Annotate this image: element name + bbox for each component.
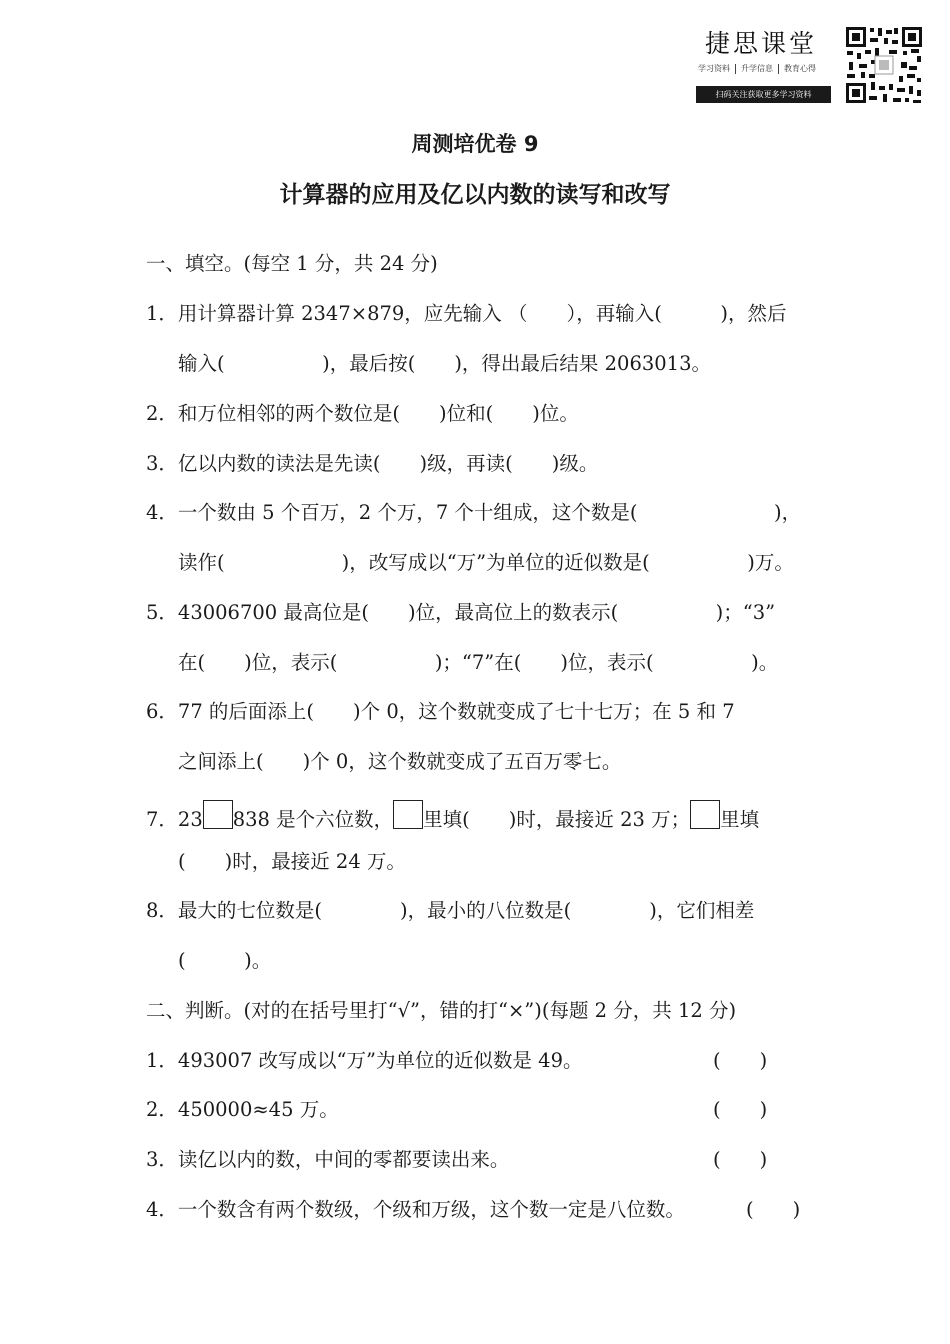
question-6-line2: 之间添上( )个 0，这个数就变成了五百万零七。 [178, 750, 622, 773]
brand-name: 捷思课堂 [705, 29, 818, 58]
question-8-line1: 8．最大的七位数是( )，最小的八位数是( )，它们相差 [146, 899, 755, 922]
qr-code-icon [845, 26, 923, 104]
question-3: 3．亿以内数的读法是先读( )级，再读( )级。 [146, 452, 599, 475]
judge-item-text: 4．一个数含有两个数级，个级和万级，这个数一定是八位数。 [146, 1198, 685, 1221]
judge-item-text: 3．读亿以内的数，中间的零都要读出来。 [146, 1148, 510, 1171]
question-7-text: 里填 [720, 808, 760, 831]
blank-box[interactable] [393, 800, 423, 829]
judge-answer-bracket[interactable]: ( ) [746, 1198, 801, 1221]
section1-heading: 一、填空。(每空 1 分，共 24 分) [146, 252, 438, 275]
question-4-line1: 4．一个数由 5 个百万，2 个万，7 个十组成，这个数是( )， [146, 501, 802, 524]
question-6-line1: 6．77 的后面添上( )个 0，这个数就变成了七十七万；在 5 和 7 [146, 700, 735, 723]
judge-answer-bracket[interactable]: ( ) [713, 1098, 768, 1121]
question-7-text: 838 是个六位数， [232, 808, 394, 831]
brand-tags [698, 64, 821, 74]
section2-heading: 二、判断。(对的在括号里打“√”，错的打“×”)(每题 2 分，共 12 分) [146, 999, 737, 1022]
blank-box[interactable] [203, 800, 233, 829]
judge-item-text: 2．450000≈45 万。 [146, 1098, 339, 1121]
brand-tag: 学习资料 [698, 64, 736, 74]
page-subtitle: 计算器的应用及亿以内数的读写和改写 [279, 182, 671, 208]
question-1-line2: 输入( )，最后按( )，得出最后结果 2063013。 [178, 352, 711, 375]
question-5-line1: 5．43006700 最高位是( )位，最高位上的数表示( )；“3” [146, 601, 776, 624]
question-8-line2: ( )。 [178, 949, 272, 972]
page-title: 周测培优卷 9 [411, 132, 539, 156]
judge-item-text: 1．493007 改写成以“万”为单位的近似数是 49。 [146, 1049, 583, 1072]
question-7-text: 7．23 [146, 808, 203, 831]
question-1-line1: 1．用计算器计算 2347×879，应先输入 （ ），再输入( )，然后 [146, 302, 787, 325]
question-7-line1 [146, 800, 759, 833]
question-4-line2: 读作( )，改写成以“万”为单位的近似数是( )万。 [178, 551, 794, 574]
judge-answer-bracket[interactable]: ( ) [713, 1148, 768, 1171]
scan-banner: 扫码关注获取更多学习资料 [696, 86, 831, 103]
question-7-line2: ( )时，最接近 24 万。 [178, 850, 406, 873]
judge-answer-bracket[interactable]: ( ) [713, 1049, 768, 1072]
question-2: 2．和万位相邻的两个数位是( )位和( )位。 [146, 402, 579, 425]
question-7-text: 里填( )时，最接近 23 万； [423, 808, 691, 831]
brand-tag: 教育心得 [784, 64, 816, 73]
question-5-line2: 在( )位，表示( )；“7”在( )位，表示( )。 [178, 651, 779, 674]
blank-box[interactable] [690, 800, 720, 829]
brand-tag: 升学信息 [736, 64, 779, 74]
